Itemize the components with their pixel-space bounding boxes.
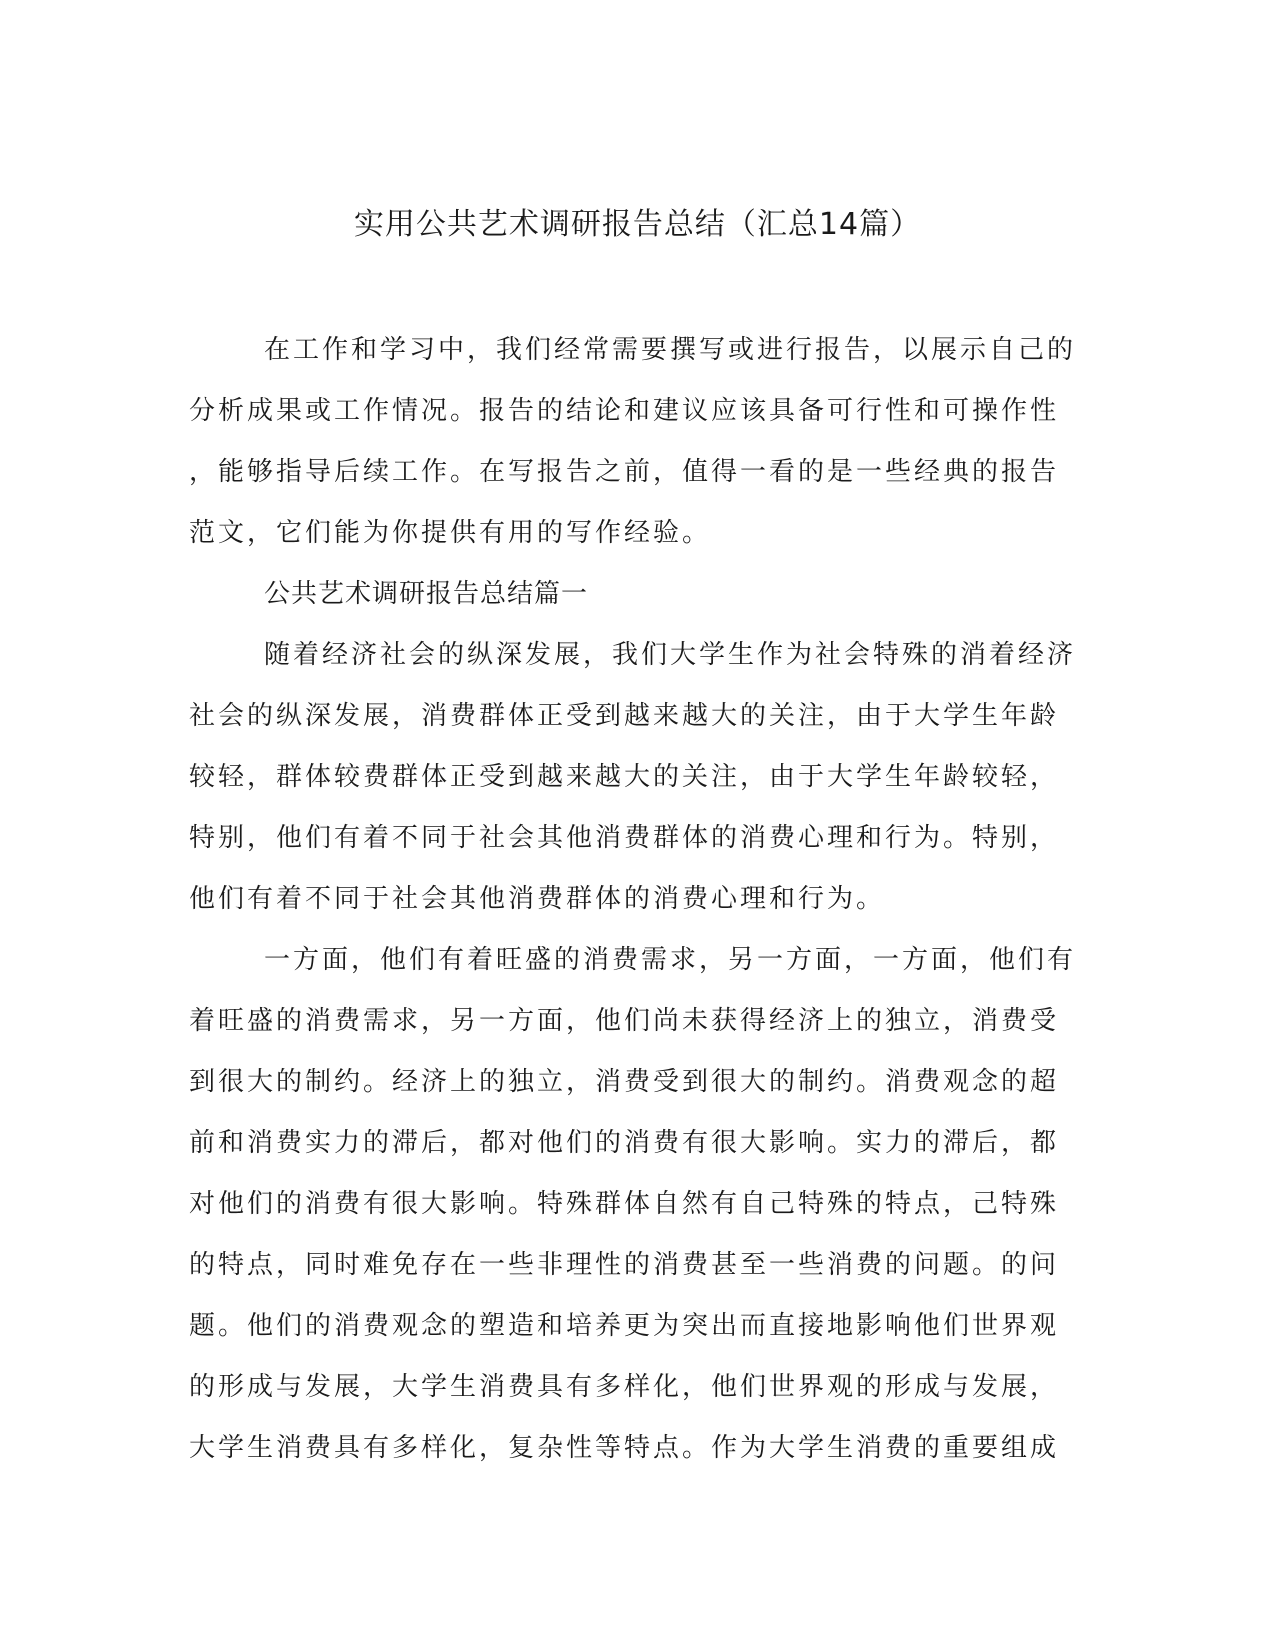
paragraph-line: 社会的纵深发展，消费群体正受到越来越大的关注，由于大学生年龄 bbox=[189, 701, 1060, 731]
paragraph-line: 范文，它们能为你提供有用的写作经验。 bbox=[189, 518, 712, 548]
document-body bbox=[189, 320, 1077, 1479]
paragraph-line: 在工作和学习中，我们经常需要撰写或进行报告，以展示自己的 bbox=[264, 335, 1077, 365]
paragraph-line: 大学生消费具有多样化，复杂性等特点。作为大学生消费的重要组成 bbox=[189, 1433, 1060, 1463]
paragraph-line: 题。他们的消费观念的塑造和培养更为突出而直接地影响他们世界观 bbox=[189, 1311, 1060, 1341]
paragraph-line: 分析成果或工作情况。报告的结论和建议应该具备可行性和可操作性 bbox=[189, 396, 1060, 426]
paragraph-line: 的形成与发展，大学生消费具有多样化，他们世界观的形成与发展， bbox=[189, 1372, 1060, 1402]
paragraph-line: 一方面，他们有着旺盛的消费需求，另一方面，一方面，他们有 bbox=[264, 945, 1077, 975]
paragraph-line: 特别，他们有着不同于社会其他消费群体的消费心理和行为。特别， bbox=[189, 823, 1060, 853]
paragraph-line: 着旺盛的消费需求，另一方面，他们尚未获得经济上的独立，消费受 bbox=[189, 1006, 1060, 1036]
paragraph-line: 前和消费实力的滞后，都对他们的消费有很大影响。实力的滞后，都 bbox=[189, 1128, 1060, 1158]
section-heading: 公共艺术调研报告总结篇一 bbox=[264, 579, 589, 609]
document-title: 实用公共艺术调研报告总结（汇总14篇） bbox=[353, 207, 922, 242]
paragraph-line: ，能够指导后续工作。在写报告之前，值得一看的是一些经典的报告 bbox=[189, 457, 1060, 487]
paragraph-line: 到很大的制约。经济上的独立，消费受到很大的制约。消费观念的超 bbox=[189, 1067, 1060, 1097]
paragraph-line: 他们有着不同于社会其他消费群体的消费心理和行为。 bbox=[189, 884, 886, 914]
paragraph-line: 对他们的消费有很大影响。特殊群体自然有自己特殊的特点，己特殊 bbox=[189, 1189, 1060, 1219]
paragraph-line: 较轻，群体较费群体正受到越来越大的关注，由于大学生年龄较轻， bbox=[189, 762, 1060, 792]
paragraph-line: 的特点，同时难免存在一些非理性的消费甚至一些消费的问题。的问 bbox=[189, 1250, 1060, 1280]
paragraph-line: 随着经济社会的纵深发展，我们大学生作为社会特殊的消着经济 bbox=[264, 640, 1077, 670]
